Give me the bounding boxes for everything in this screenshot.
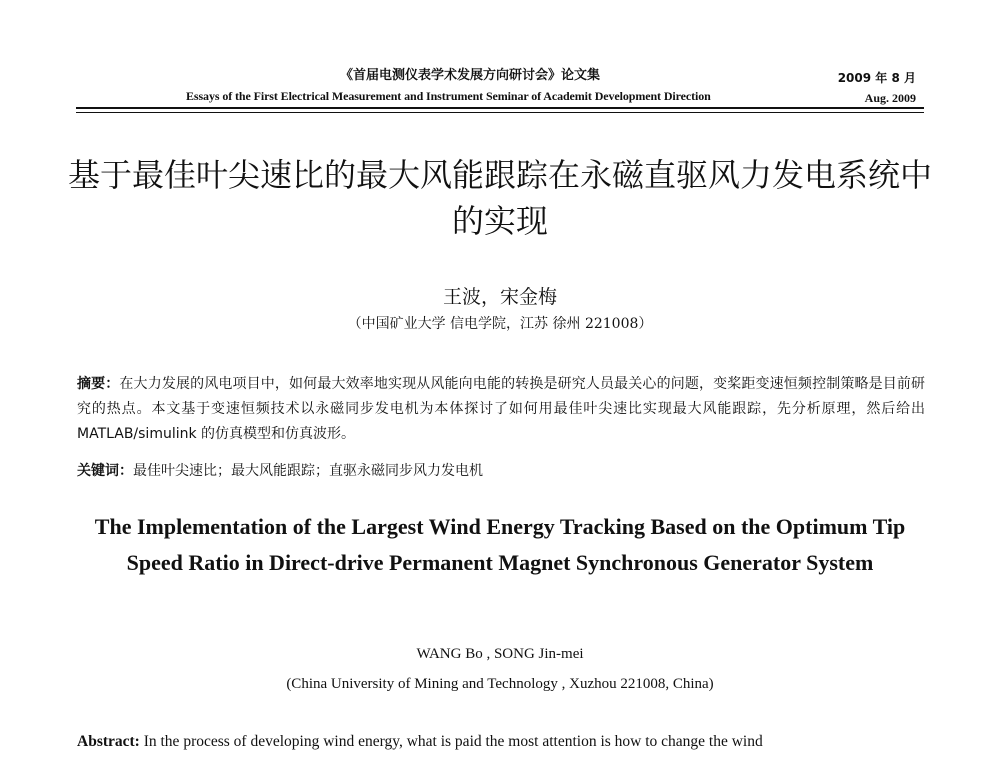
issue-date-cn: 2009 年 8 月 <box>837 71 916 85</box>
journal-title-cn: 《首届电测仪表学术发展方向研讨会》论文集 <box>340 68 601 83</box>
header-rule-thin <box>76 112 924 113</box>
paper-title-cn: 基于最佳叶尖速比的最大风能跟踪在永磁直驱风力发电系统中的实现 <box>67 156 932 240</box>
authors-cn: 王波，宋金梅 <box>442 286 557 308</box>
abstract-cn-label: 摘要： <box>77 376 120 392</box>
keywords-cn-text: 最佳叶尖速比；最大风能跟踪；直驱永磁同步风力发电机 <box>133 463 483 479</box>
paper-title-en: The Implementation of the Largest Wind Energy Tracking Based on the Optimum Tip Speed Ratio in Direct-drive Permanent Magnet Synchronous Generator System <box>94 514 906 575</box>
abstract-cn-text: 在大力发展的风电项目中，如何最大效率地实现从风能向电能的转换是研究人员最关心的问题，变桨距变速恒频控制策略是目前研究的热点。本文基于变速恒频技术以永磁同步发电机为本体探讨了如何用最佳叶尖速比实现最大风能跟踪，先分析原理，然后给出 MATLAB/simulink 的仿真模型和仿真波形。 <box>77 376 926 442</box>
abstract-en-label: Abstract: <box>77 733 140 750</box>
abstract-cn <box>77 372 925 447</box>
keywords-cn-label: 关键词： <box>77 463 133 479</box>
authors-en: WANG Bo , SONG Jin-mei <box>416 646 584 662</box>
affiliation-cn: （中国矿业大学 信电学院，江苏 徐州 221008） <box>347 316 653 332</box>
affiliation-en: (China University of Mining and Technology , Xuzhou 221008, China) <box>286 676 714 692</box>
keywords-cn <box>77 459 925 484</box>
page-header <box>0 0 1000 120</box>
issue-date-en: Aug. 2009 <box>864 91 916 105</box>
header-rule-thick <box>76 107 924 109</box>
journal-title-en: Essays of the First Electrical Measurement and Instrument Seminar of Academit Development Direction <box>186 89 711 103</box>
abstract-en-text: In the process of developing wind energy, what is paid the most attention is how to change the wind <box>143 733 763 750</box>
abstract-en <box>77 730 925 754</box>
